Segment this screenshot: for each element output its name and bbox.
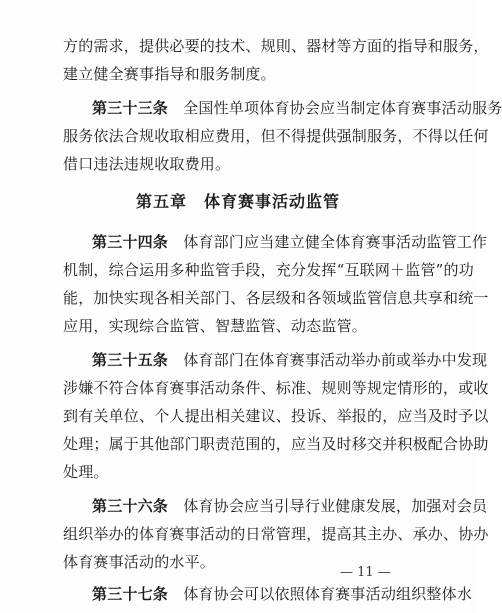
article-text: 体育协会应当引导行业健康发展，加强对会员: [168, 497, 488, 515]
article-number: 第三十七条: [92, 585, 169, 603]
text-line: 体育赛事活动的水平。: [63, 553, 216, 571]
article-text: 体育部门应当建立健全体育赛事活动监管工作: [168, 233, 488, 251]
article-number: 第三十五条: [92, 351, 169, 369]
article-33-line-1: [92, 98, 502, 118]
article-text: 体育部门在体育赛事活动举办前或举办中发现: [168, 351, 488, 369]
text-line: 处理。: [63, 463, 109, 481]
article-text: 体育协会可以依照体育赛事活动组织整体水: [168, 585, 473, 603]
article-36-line-1: [92, 496, 488, 516]
page-number: — 11 —: [340, 565, 391, 580]
text-line: 到有关单位、个人提出相关建议、投诉、举报的，应当及时予以: [63, 407, 489, 425]
text-line: 建立健全赛事指导和服务制度。: [63, 65, 276, 83]
text-line: 处理；属于其他部门职责范围的，应当及时移交并积极配合协助: [63, 435, 489, 453]
article-number: 第三十三条: [92, 99, 169, 117]
text-line: 组织举办的体育赛事活动的日常管理，提高其主办、承办、协办: [63, 525, 489, 543]
text-line: 方的需求，提供必要的技术、规則、器材等方面的指导和服务，: [63, 37, 489, 55]
chapter-heading: 第五章 体育赛事活动监管: [135, 192, 340, 211]
text-line: 应用，实现综合监管、智慧监管、动态监管。: [63, 317, 368, 335]
text-line: 借口违法违规收取费用。: [63, 155, 231, 173]
article-number: 第三十四条: [92, 233, 169, 251]
text-line: 能，加快实现各相关部门、各层级和各领域监管信息共享和统一: [63, 289, 489, 307]
article-text: 全国性单项体育协会应当制定体育赛事活动服务: [168, 99, 502, 117]
article-37-line-1: [92, 584, 473, 604]
article-34-line-1: [92, 232, 488, 252]
article-35-line-1: [92, 350, 488, 370]
text-line: 服务依法合规收取相应费用，但不得提供强制服务，不得以任何: [63, 127, 489, 145]
text-line: 涉嫌不符合体育赛事活动条件、标准、规则等规定情形的，或收: [63, 379, 489, 397]
text-line: 机制，综合运用多种监管手段，充分发挥“互联网＋监管”的功: [63, 261, 474, 279]
article-number: 第三十六条: [92, 497, 169, 515]
